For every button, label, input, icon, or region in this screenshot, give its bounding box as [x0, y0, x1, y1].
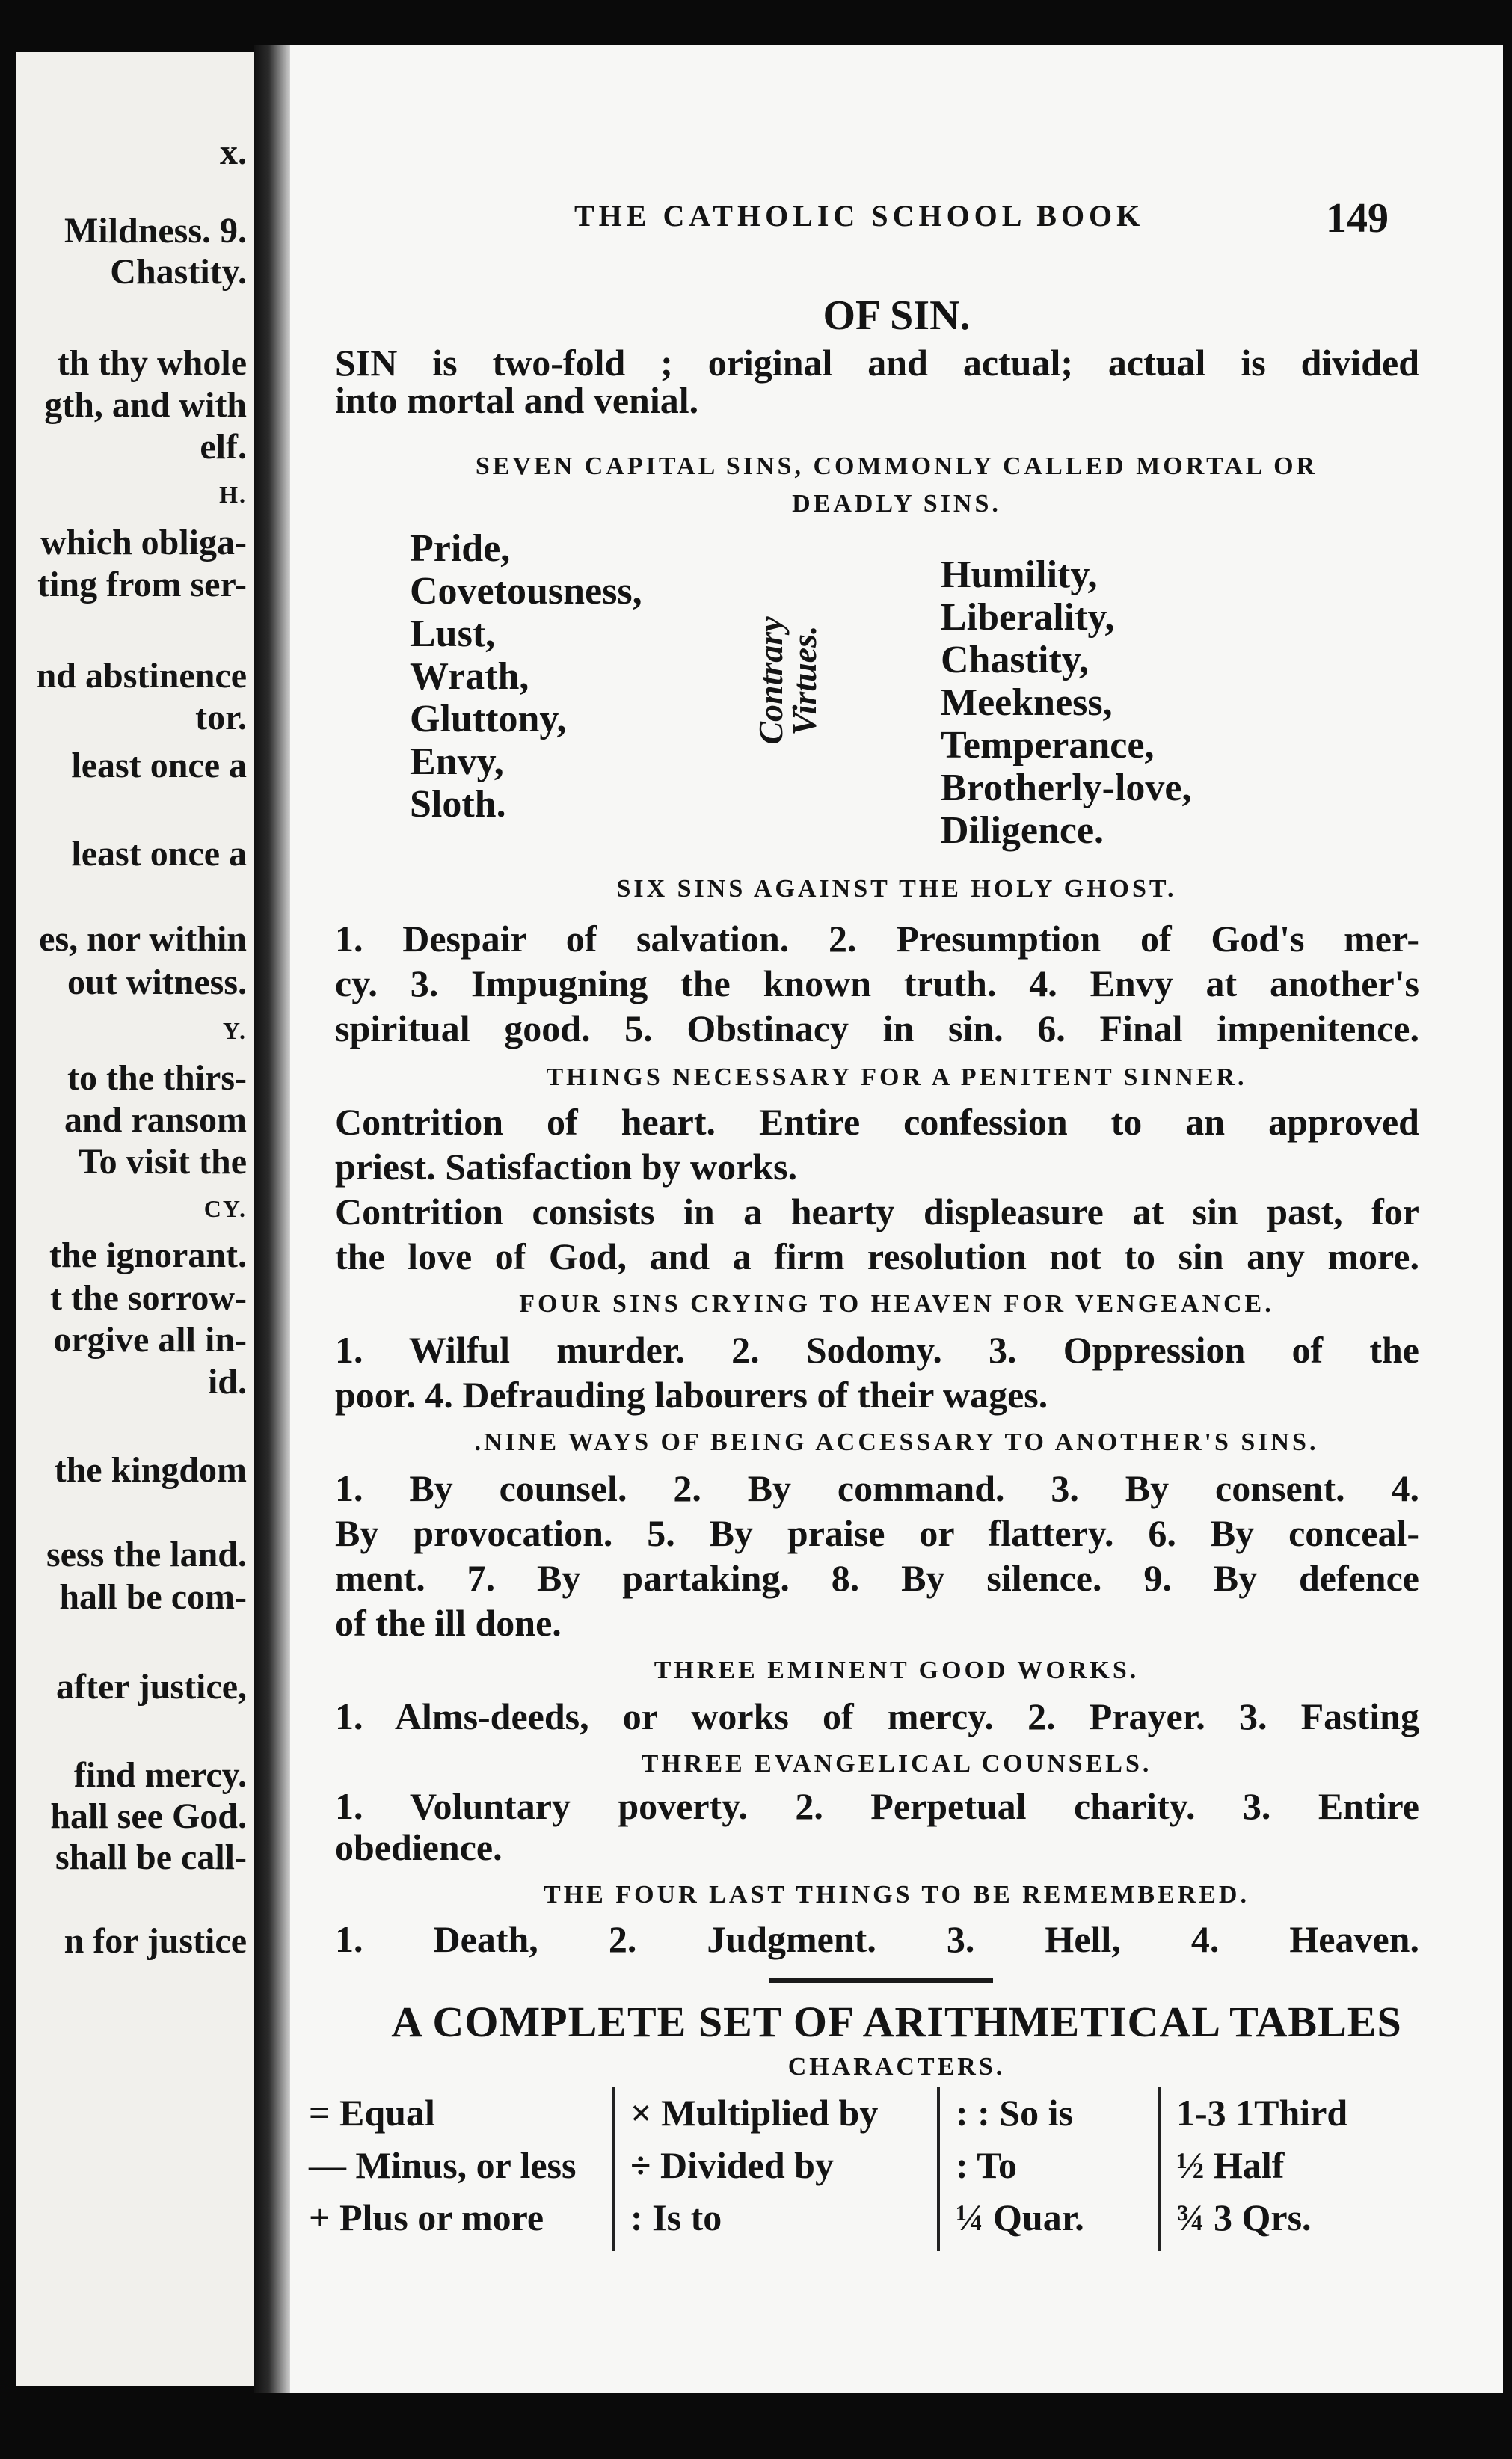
heading-accessary: .NINE WAYS OF BEING ACCESSARY TO ANOTHER'S SINS.: [474, 1428, 1319, 1456]
right-page: [290, 45, 1503, 2393]
virtue-item: Diligence.: [941, 809, 1104, 852]
left-page-text-line: ting from ser-: [37, 565, 247, 604]
left-page-text-line: find mercy.: [73, 1755, 247, 1795]
arith-cell: : Is to: [630, 2196, 722, 2238]
text-line: poor. 4. Defrauding labourers of their wages.: [335, 1374, 1048, 1416]
left-page-text-line: gth, and with: [44, 385, 247, 425]
sin-item: Pride,: [410, 527, 511, 570]
arith-cell: : To: [956, 2144, 1018, 2186]
left-page-text-line: t the sorrow-: [49, 1278, 247, 1318]
text-line: priest. Satisfaction by works.: [335, 1146, 798, 1188]
arith-col-3: [956, 2087, 1084, 2244]
left-page-text-line: to the thirs-: [67, 1058, 247, 1098]
text-line: Contrition consists in a hearty displeasure at sin past, for: [335, 1191, 1419, 1232]
section-title-of-sin: OF SIN.: [823, 292, 971, 339]
text-line: of the ill done.: [335, 1602, 562, 1644]
arith-col-1: [309, 2087, 576, 2244]
left-page-fragment: [16, 52, 254, 2386]
column-divider: [612, 2087, 615, 2251]
heading-good-works: THREE EMINENT GOOD WORKS.: [654, 1657, 1140, 1684]
arithmetical-tables-title: A COMPLETE SET OF ARITHMETICAL TABLES: [391, 1998, 1402, 2046]
text-line: ment. 7. By partaking. 8. By silence. 9. By defence: [335, 1557, 1419, 1599]
left-page-text-line: least once a: [71, 834, 247, 874]
left-page-text-line: id.: [207, 1362, 247, 1402]
left-page-text-line: Chastity.: [110, 252, 247, 292]
virtue-item: Chastity,: [941, 639, 1089, 681]
text-line: obedience.: [335, 1826, 503, 1868]
arith-cell: — Minus, or less: [309, 2144, 577, 2186]
text-line: 1. Despair of salvation. 2. Presumption of God's mer-: [335, 918, 1419, 960]
left-page-text-line: hall be com-: [59, 1577, 247, 1617]
left-page-text-line: the kingdom: [54, 1450, 247, 1490]
text-line: By provocation. 5. By praise or flattery. 6. By conceal-: [335, 1512, 1419, 1554]
left-page-text-line: To visit the: [79, 1142, 247, 1182]
text-line: SIN is two-fold ; original and actual; actual is divided: [335, 342, 1419, 384]
text-line: the love of God, and a firm resolution not to sin any more.: [335, 1235, 1419, 1277]
arith-cell: ÷ Divided by: [630, 2144, 834, 2186]
sin-item: Covetousness,: [410, 570, 642, 613]
text-line: 1. Alms-deeds, or works of mercy. 2. Prayer. 3. Fasting: [335, 1695, 1419, 1737]
heading-capital-sins-2: DEADLY SINS.: [792, 490, 1001, 518]
contrary-virtues-list: [941, 553, 1192, 852]
text-line: 1. Wilful murder. 2. Sodomy. 3. Oppression of the: [335, 1329, 1419, 1371]
text-line: spiritual good. 5. Obstinacy in sin. 6. Final impenitence.: [335, 1007, 1419, 1049]
left-page-text-line: least once a: [71, 746, 247, 785]
left-page-text-line: CY.: [203, 1195, 247, 1222]
left-page-text-line: es, nor within: [39, 919, 247, 959]
page-number: 149: [1326, 195, 1389, 242]
virtue-item: Humility,: [941, 553, 1098, 596]
sin-item: Lust,: [410, 613, 496, 655]
section-divider: [769, 1978, 993, 1983]
heading-crying-sins: FOUR SINS CRYING TO HEAVEN FOR VENGEANCE.: [519, 1290, 1274, 1318]
arith-cell: = Equal: [309, 2092, 435, 2134]
arith-cell: 1-3 1Third: [1176, 2092, 1348, 2134]
text-line: cy. 3. Impugning the known truth. 4. Envy at another's: [335, 963, 1419, 1004]
sin-item: Envy,: [410, 740, 504, 783]
virtue-item: Temperance,: [941, 724, 1155, 767]
heading-holy-ghost: SIX SINS AGAINST THE HOLY GHOST.: [616, 875, 1177, 903]
left-page-text-line: tor.: [195, 698, 247, 737]
left-page-text-line: n for justice: [64, 1921, 247, 1961]
capital-sins-list: [410, 527, 642, 826]
column-divider: [1158, 2087, 1161, 2251]
arith-cell: ½ Half: [1176, 2144, 1285, 2186]
virtue-item: Liberality,: [941, 596, 1115, 639]
book-gutter: [254, 45, 290, 2393]
arith-cell: : : So is: [956, 2092, 1073, 2134]
virtue-item: Meekness,: [941, 681, 1113, 724]
arith-col-2: [630, 2087, 878, 2244]
contrary-virtues-label: Contrary Virtues.: [752, 616, 823, 745]
arith-cell: + Plus or more: [309, 2196, 544, 2238]
characters-subtitle: CHARACTERS.: [787, 2053, 1006, 2081]
left-page-text-line: x.: [220, 132, 247, 172]
left-page-text-line: the ignorant.: [49, 1235, 247, 1275]
left-page-text-line: sess the land.: [46, 1535, 247, 1574]
left-page-text-line: nd abstinence: [36, 656, 247, 696]
left-page-text-line: hall see God.: [50, 1796, 247, 1836]
running-title: THE CATHOLIC SCHOOL BOOK: [574, 199, 1145, 233]
text-line: Contrition of heart. Entire confession to an approved: [335, 1101, 1419, 1143]
left-page-text-line: which obliga-: [40, 523, 247, 562]
arith-col-4: [1176, 2087, 1347, 2244]
left-page-text-line: th thy whole: [57, 343, 247, 383]
text-line: 1. Death, 2. Judgment. 3. Hell, 4. Heaven.: [335, 1918, 1419, 1960]
sin-item: Wrath,: [410, 655, 529, 698]
left-page-text-line: elf.: [200, 427, 247, 467]
left-page-text-line: H.: [219, 481, 247, 508]
left-page-text-line: shall be call-: [55, 1838, 247, 1877]
left-page-text-line: and ransom: [64, 1100, 247, 1140]
heading-capital-sins: SEVEN CAPITAL SINS, COMMONLY CALLED MORTAL OR: [475, 452, 1318, 480]
left-page-text-line: orgive all in-: [53, 1320, 247, 1360]
text-line: into mortal and venial.: [335, 379, 699, 421]
heading-counsels: THREE EVANGELICAL COUNSELS.: [641, 1750, 1152, 1778]
heading-penitent: THINGS NECESSARY FOR A PENITENT SINNER.: [546, 1063, 1247, 1091]
heading-last-things: THE FOUR LAST THINGS TO BE REMEMBERED.: [544, 1881, 1250, 1909]
sin-item: Sloth.: [410, 783, 506, 826]
left-page-text-line: after justice,: [56, 1667, 247, 1707]
sin-item: Gluttony,: [410, 698, 567, 740]
arith-cell: ¼ Quar.: [956, 2196, 1084, 2238]
text-line: 1. Voluntary poverty. 2. Perpetual charity. 3. Entire: [335, 1785, 1419, 1827]
text-line: 1. By counsel. 2. By command. 3. By consent. 4.: [335, 1467, 1419, 1509]
arith-cell: × Multiplied by: [630, 2092, 879, 2134]
left-page-text-line: out witness.: [67, 963, 247, 1002]
column-divider: [937, 2087, 940, 2251]
arith-cell: ¾ 3 Qrs.: [1176, 2196, 1312, 2238]
left-page-text-line: Mildness. 9.: [64, 211, 247, 251]
left-page-text-line: Y.: [222, 1017, 247, 1044]
virtue-item: Brotherly-love,: [941, 767, 1192, 809]
